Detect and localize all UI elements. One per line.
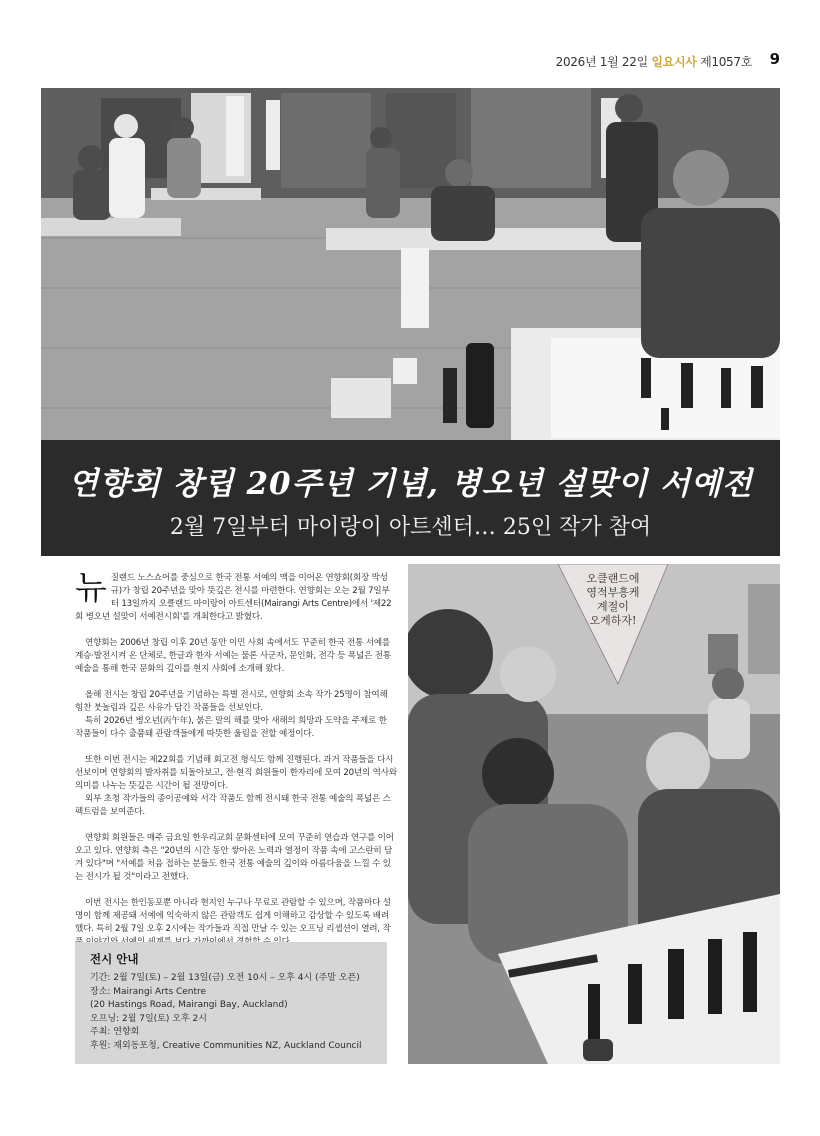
headline-subtitle: 2월 7일부터 마이랑이 아트센터… 25인 작가 참여 [169,515,652,540]
info-line-sponsor: 후원: 재외동포청, Creative Communities NZ, Auckland Council [90,1040,362,1051]
info-line-venue: 장소: Mairangi Arts Centre [90,986,207,997]
issue-date: 2026년 1월 22일 [555,55,648,69]
article-paragraph: 이번 전시는 한인동포뿐 아니라 현지인 누구나 무료로 관람할 수 있으며, 작품마다 설명이 함께 제공돼 서예에 익숙하지 않은 관람객도 쉽게 이해하고 감상할 수 있도록 배려했다. 특히 2월 7일 오후 2시에는 작가들과 직접 만날 수 있는 오프닝 리셉션이 열려, 작 [75,898,391,934]
issue-date-line [556,53,752,70]
article-paragraph: 특히 2026년 병오년(丙午年), 붉은 말의 해를 맞아 새해의 희망과 도약을 주제로 한 작품들이 다수 출품돼 관람객들에게 따뜻한 울림을 전할 예정이다. [75,716,387,739]
exhibition-info-box [75,942,387,1064]
info-line-opening: 오프닝: 2월 7일(토) 오후 2시 [90,1013,207,1024]
brand-name: 일요시사 [651,55,697,69]
info-line-period: 기간: 2월 7일(토) – 2월 13일(금) 오전 10시 – 오후 4시 (주말 오픈) [90,973,360,983]
headline-title: 연향회 창립 20주년 기념, 병오년 설맞이 서예전 [68,466,753,502]
info-line-host: 주최: 연향회 [90,1027,140,1037]
calligraphy-workshop-illustration [408,564,780,1064]
article-paragraph: 연향회는 2006년 창립 이후 20년 동안 이민 사회 속에서도 꾸준히 한국 전통 서예를 계승·발전시켜 온 단체로, 한글과 한자 서예는 물론 사군자, 문인화, 전각 등 폭넓은 전통 예술을 통해 한국 문화의 깊이를 현지 사회에 소개해 왔다. [75,638,391,674]
article-paragraph: 또한 이번 전시는 제22회를 기념해 회고전 형식도 함께 진행된다. 과거 작품들을 다시 선보이며 연향회의 발자취를 되돌아보고, 전·현직 회원들이 한자리에 모여 20년의 역사와 의미를 나누는 뜻깊은 시간이 될 전망이다. [75,755,397,791]
info-line-address: (20 Hastings Road, Mairangi Bay, Auckland) [90,1000,288,1010]
right-photo [408,564,780,1064]
banner-text: 오클랜드에 영적부흥케 계절이 오게하자! [586,572,640,627]
article-paragraph: 연향회 회원들은 매주 금요일 한우리교회 문화센터에 모여 꾸준히 연습과 연구를 이어오고 있다. 연향회 측은 "20년의 시간 동안 쌓아온 노력과 열정이 작품 속에 고스란히 담겨 있다"며 "서예를 처음 접하는 분들도 한국 전통 예술의 깊이와 아름다움을 느낄 수 있는 전시가 될 것"이라고 전했다. [75,833,394,882]
article-paragraph: 올해 전시는 창립 20주년을 기념하는 특별 전시로, 연향회 소속 작가 25명이 참여해 힘찬 붓놀림과 깊은 사유가 담긴 작품들을 선보인다. [75,690,388,713]
info-box-title: 전시 안내 [90,952,139,966]
article-paragraph: 뉴질랜드 노스쇼어를 중심으로 한국 전통 서예의 맥을 이어온 연향회(회장 박성규)가 창립 20주년을 맞아 뜻깊은 전시를 마련한다. 연향회는 오는 2월 7일부터 13일까지 오클랜드 마이랑이 아트센터(Mairangi Arts Centre)에서 '제22회 병오년 설맞이 서예전시회'를 개최한다고 밝혔다. [75,568,392,622]
page-number: 9 [769,50,780,68]
article-body [75,568,397,962]
top-photo [41,88,780,440]
info-box-lines [90,972,380,1053]
drop-cap: 뉴 [75,568,107,607]
page-header [40,50,780,72]
issue-number: 제1057호 [700,55,752,69]
headline-band [41,440,780,556]
article-paragraph: 외부 초청 작가들의 종이공예와 서각 작품도 함께 전시돼 한국 전통 예술의 폭넓은 스펙트럼을 보여준다. [75,794,391,817]
calligraphy-hall-illustration [41,88,780,440]
